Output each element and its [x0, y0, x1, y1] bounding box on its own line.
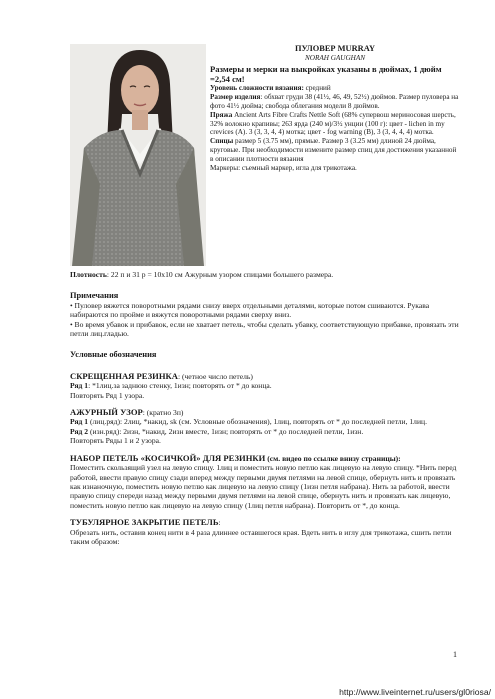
rib-title: СКРЕЩЕННАЯ РЕЗИНКА: [70, 370, 178, 381]
bindoff-heading: [70, 518, 460, 527]
lace-note: : (кратно 3п): [142, 408, 184, 418]
notes-heading: Примечания: [70, 291, 119, 301]
caston-title: НАБОР ПЕТЕЛЬ «КОСИЧКОЙ» ДЛЯ РЕЗИНКИ: [70, 452, 266, 463]
rib-row-1-label: Ряд 1: [70, 381, 89, 391]
markers-line: Маркеры: съемный маркер, игла для трикотажа.: [210, 164, 357, 173]
pattern-title: ПУЛОВЕР MURRAY: [294, 44, 376, 53]
needles-line: [210, 137, 460, 164]
symbols-heading: Условные обозначения: [70, 350, 157, 360]
caston-heading: [70, 454, 460, 463]
pattern-header: [210, 44, 460, 173]
size-label: Размер изделия: [210, 92, 261, 101]
pattern-body: [70, 270, 460, 546]
lace-row-1-text: (лиц.ряд): 2лиц, *накид, sk (см. Условные обозначения), 1лиц, повторять от * до последней петли, 1лиц.: [88, 417, 427, 427]
bindoff-title: ТУБУЛЯРНОЕ ЗАКРЫТИЕ ПЕТЕЛЬ: [70, 517, 219, 528]
difficulty-line: [210, 84, 460, 93]
lace-row-2-label: Ряд 2: [70, 426, 89, 436]
difficulty-value: средний: [303, 83, 331, 92]
source-url[interactable]: http://www.liveinternet.ru/users/gl0riosa/: [339, 687, 491, 697]
note-item-2: • Во время убавок и прибавок, если не хватает петель, чтобы сделать убавку, соответствующую прибавке, провязать эти петли лиц.гладью.: [70, 319, 459, 339]
bindoff-note: :: [218, 518, 221, 528]
lace-title: АЖУРНЫЙ УЗОР: [70, 407, 143, 418]
difficulty-label: Уровень сложности вязания:: [210, 83, 304, 92]
gauge-value: : 22 п и 31 р = 10х10 см Ажурным узором спицами большего размера.: [106, 270, 334, 279]
lace-repeat: Повторять Ряды 1 и 2 узора.: [70, 436, 161, 446]
rib-repeat: Повторять Ряд 1 узора.: [70, 390, 145, 400]
rib-row-1: [70, 381, 460, 390]
page-number: 1: [453, 650, 457, 659]
bindoff-text: Обрезать нить, оставив конец нити в 4 раза длиннее оставшегося края. Вдеть нить в иглу для трикотажа, сшить петли таким образом:: [70, 527, 452, 546]
note-item-1: • Пуловер вяжется поворотными рядами снизу вверх отдельными деталями, которые потом сшиваются. Рукава набираются по пройме и вяжутся поворотными рядами сверху вниз.: [70, 300, 430, 320]
lace-row-2-text: (изн.ряд): 2изн, *накид, 2изн вместе, 1изн; повторять от * до последней петли, 1изн.: [88, 426, 364, 436]
gauge-line: [70, 270, 460, 279]
size-value: : обхват груди 38 (41½, 46, 49, 52½) дюймов. Размер пуловера на фото 41½ дюйма; свобода облегания модели 8 дюймов.: [210, 92, 459, 110]
needles-value: размер 5 (3.75 мм), прямые. Размер 3 (3.25 мм) длиной 24 дюйма, круговые. При необходимости измените размер спиц для достижения указанной в описании плотности вязания: [210, 137, 457, 164]
caston-note: (см. видео по ссылке внизу страницы):: [265, 453, 401, 463]
yarn-label: Пряжа: [210, 110, 233, 119]
lace-row-1-label: Ряд 1: [70, 417, 89, 427]
model-photo: [70, 44, 206, 266]
gauge-label: Плотность: [70, 270, 107, 279]
rib-row-1-text: : *1лиц.за заднюю стенку, 1изн; повторять от * до конца.: [88, 381, 272, 391]
sweater-model-image: [70, 44, 206, 266]
yarn-value: Ancient Arts Fibre Crafts Nettle Soft (68% супервош мериносовая шерсть, 32% волокно крапивы; 263 ярда (240 м)/3½ унции (100 г): цвет - lichen in my crevices (A). 3 (3, 3, 4, 4) мотка; цвет - fog warning (B), 3 (3, 4, 4, 4) мотка.: [210, 110, 456, 137]
lace-row-1: [70, 417, 460, 426]
rib-note: : (четное число петель): [177, 371, 253, 381]
size-line: [210, 93, 460, 111]
rib-heading: [70, 372, 460, 381]
needles-label: Спицы: [210, 137, 234, 146]
designer-name: NORAH GAUGHAN: [304, 54, 366, 62]
yarn-line: [210, 111, 460, 138]
lace-row-2: [70, 427, 460, 436]
sizes-note: Размеры и мерки на выкройках указаны в дюймах, 1 дюйм =2,54 см!: [210, 63, 442, 84]
caston-text: Поместить скользящий узел на левую спицу. 1лиц и поместить новую петлю как лицевую на левую спицу. *Нить перед работой, ввести правую спицу сзади вперед между первыми двумя петлями на левой спице, обернуть нить и провязать как изнаночную, поместить новую петлю как лицевую на левую спицу (1изн петля набрана). Нить за работой, ввести правую спицу спереди назад между первыми двумя петлями на левой спице, обернуть нить и провязать как лицевую, поместить новую петлю как лицевую на левую спицу (1лиц петля набрана). Повторить от *, до конца.: [70, 463, 457, 510]
lace-heading: [70, 408, 460, 417]
